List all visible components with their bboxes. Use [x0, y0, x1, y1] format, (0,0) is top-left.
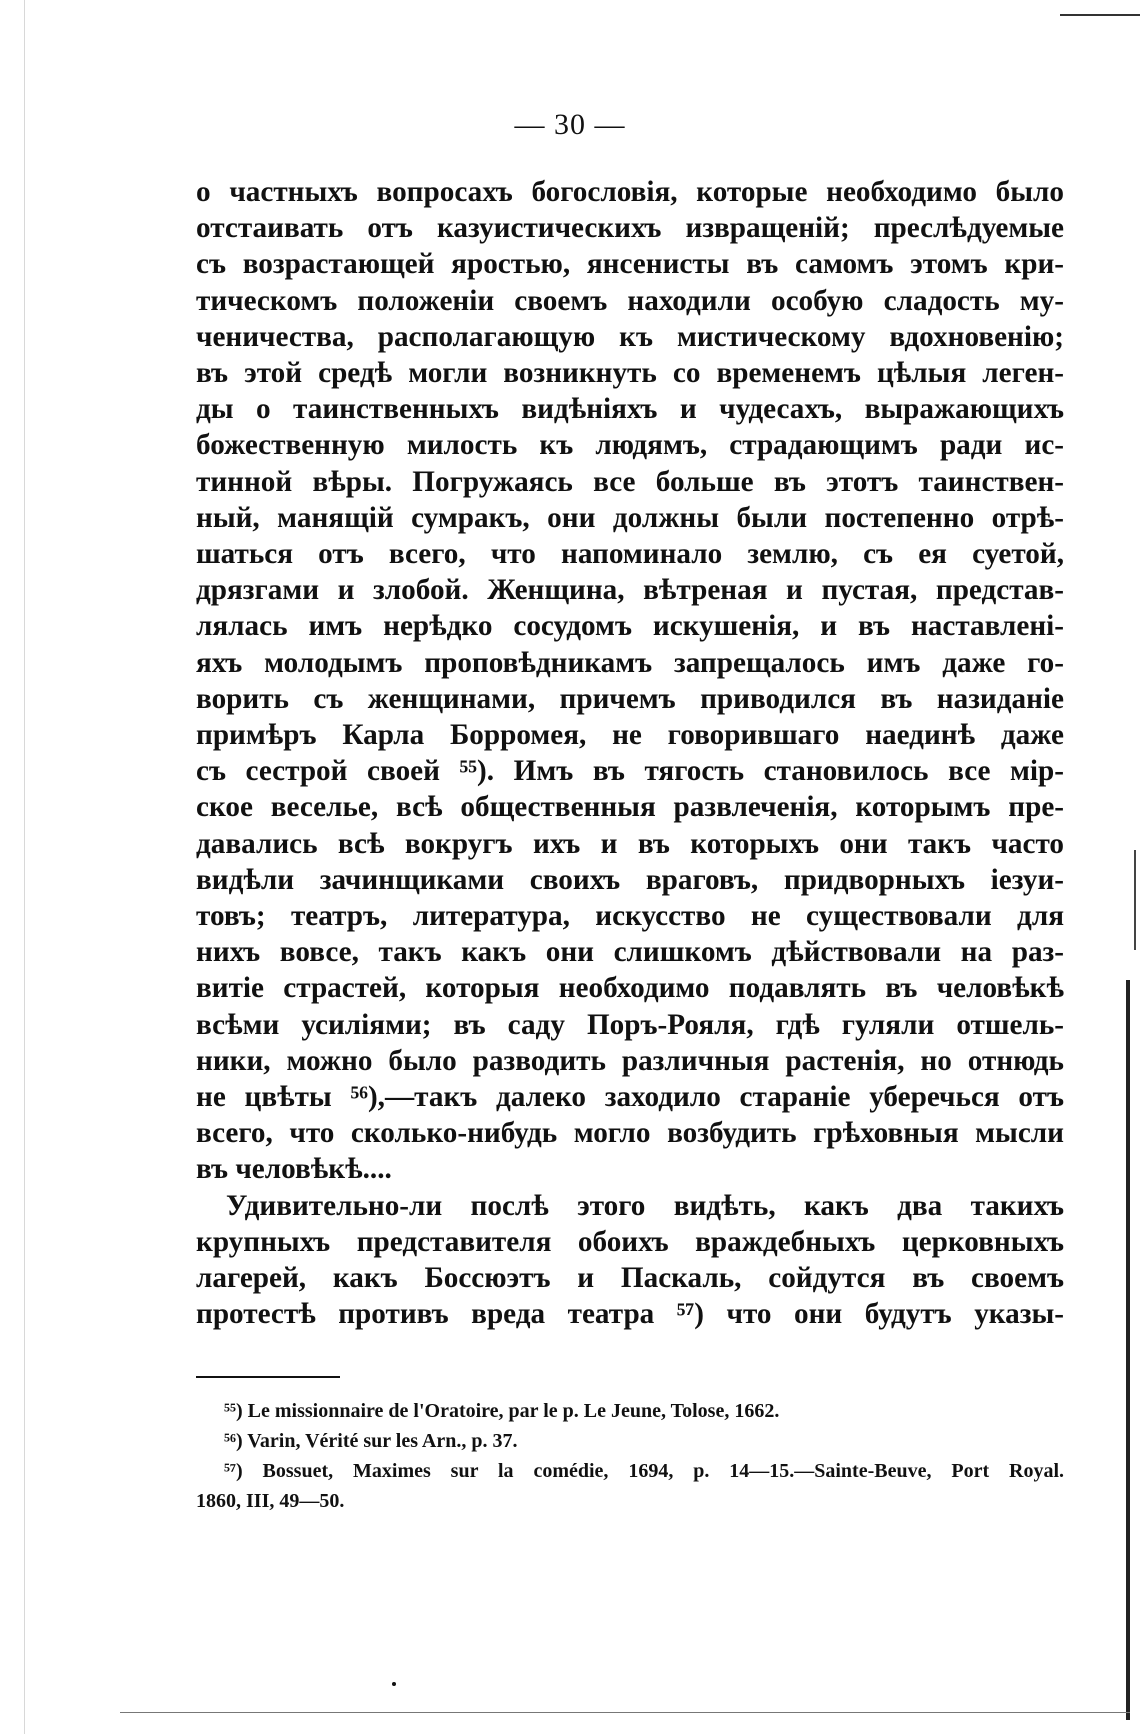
text-line: лялась имъ нерѣдко сосудомъ искушенія, и въ наставленi- — [196, 610, 1064, 643]
text-line: тическомъ положеніи своемъ находили особую сладость му- — [196, 284, 1064, 317]
ink-speck — [392, 1682, 396, 1686]
text-line: божественную милость къ людямъ, страдающимъ ради ис- — [196, 429, 1064, 462]
footnote-divider — [196, 1376, 340, 1378]
text-line: видѣли зачинщиками своихъ враговъ, придворныхъ іезуи- — [196, 863, 1064, 896]
footnote: ⁵⁵) Le missionnaire de l'Oratoire, par le p. Le Jeune, Tolose, 1662. — [224, 1400, 780, 1422]
text-line: протестѣ противъ вреда театра ⁵⁷) что они будутъ указы- — [196, 1298, 1064, 1331]
text-line: съ возрастающей яростью, янсенисты въ самомъ этомъ кри- — [196, 248, 1064, 281]
text-line: Удивительно-ли послѣ этого видѣть, какъ два такихъ — [226, 1189, 1064, 1222]
text-line: ченичества, располагающую къ мистическому вдохновенію; — [196, 320, 1064, 353]
text-line: яхъ молодымъ проповѣдникамъ запрещалось имъ даже го- — [196, 646, 1064, 679]
scan-edge-left — [24, 0, 25, 1734]
footnote-continuation: 1860, III, 49—50. — [196, 1490, 345, 1512]
text-line: витіе страстей, которыя необходимо подавлять въ человѣкѣ — [196, 972, 1064, 1005]
scan-mark-top-right — [1060, 14, 1140, 16]
text-line: шаться отъ всего, что напоминало землю, съ ея суетой, — [196, 538, 1064, 571]
body-text — [196, 174, 1064, 1333]
text-line: крупныхъ представителя обоихъ враждебныхъ церковныхъ — [196, 1225, 1064, 1258]
text-line: нихъ вовсе, такъ какъ они слишкомъ дѣйствовали на раз- — [196, 936, 1064, 969]
text-line: не цвѣты ⁵⁶),—такъ далеко заходило стараніе уберечься отъ — [196, 1081, 1064, 1114]
footnote: ⁵⁷) Bossuet, Maximes sur la comédie, 1694, p. 14—15.—Sainte-Beuve, Port Royal. — [224, 1460, 1064, 1482]
scan-mark-right-upper — [1134, 850, 1136, 950]
text-line: въ человѣкѣ.... — [196, 1153, 392, 1186]
text-line: съ сестрой своей ⁵⁵). Имъ въ тягость становилось все мір- — [196, 755, 1064, 788]
text-line: лагерей, какъ Боссюэтъ и Паскаль, сойдутся въ своемъ — [196, 1262, 1064, 1295]
text-line: ворить съ женщинами, причемъ приводился въ назиданіе — [196, 682, 1064, 715]
text-line: тинной вѣры. Погружаясь все больше въ этотъ таинствен- — [196, 465, 1064, 498]
scan-edge-bottom — [120, 1712, 1130, 1713]
text-line: примѣръ Карла Борромея, не говорившаго наединѣ даже — [196, 719, 1064, 752]
text-line: всѣми усиліями; въ саду Поръ-Рояля, гдѣ гуляли отшель- — [196, 1008, 1064, 1041]
footnote: ⁵⁶) Varin, Vérité sur les Arn., p. 37. — [224, 1430, 518, 1452]
scan-edge-right — [1126, 980, 1130, 1720]
text-line: о частныхъ вопросахъ богословія, которые необходимо было — [196, 176, 1064, 208]
text-line: ды о таинственныхъ видѣніяхъ и чудесахъ, выражающихъ — [196, 393, 1064, 426]
text-line: дрязгами и злобой. Женщина, вѣтреная и пустая, представ- — [196, 574, 1064, 607]
text-line: отстаивать отъ казуистическихъ извращеній; преслѣдуемые — [196, 212, 1064, 245]
text-line: товъ; театръ, литература, искусство не существовали для — [196, 900, 1064, 933]
text-line: давались всѣ вокругъ ихъ и въ которыхъ они такъ часто — [196, 827, 1064, 860]
text-line: ники, можно было разводить различныя растенія, но отнюдь — [196, 1044, 1064, 1077]
text-line: въ этой средѣ могли возникнуть со временемъ цѣлыя леген- — [196, 357, 1064, 390]
footnotes — [196, 1396, 1064, 1516]
text-line: всего, что сколько-нибудь могло возбудить грѣховныя мысли — [196, 1117, 1064, 1150]
page-number: — 30 — — [514, 108, 626, 141]
text-line: ный, манящій сумракъ, они должны были постепенно отрѣ- — [196, 501, 1064, 534]
text-line: ское веселье, всѣ общественныя развлеченія, которымъ пре- — [196, 791, 1064, 824]
